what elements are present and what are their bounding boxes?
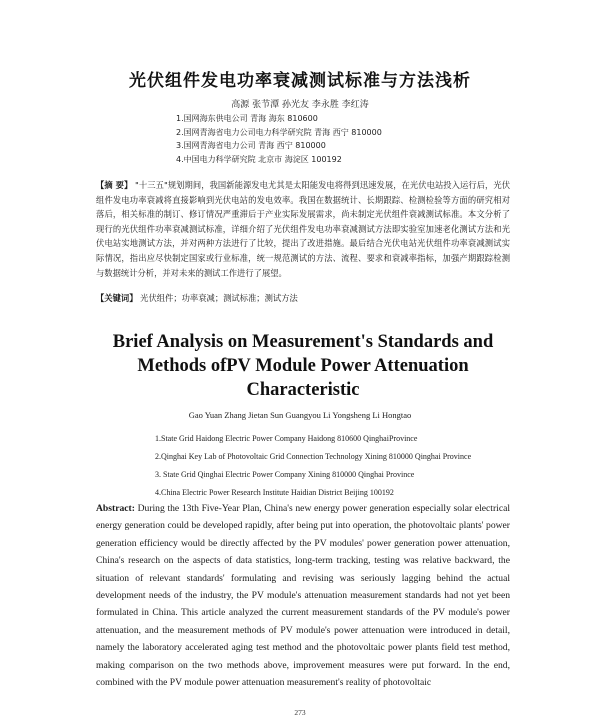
chinese-title: 光伏组件发电功率衰减测试标准与方法浅析 — [129, 71, 471, 91]
english-affiliation: 1.State Grid Haidong Electric Power Company Haidong 810600 QinghaiProvince — [155, 434, 418, 443]
chinese-keywords — [96, 292, 516, 304]
english-abstract — [96, 500, 510, 691]
chinese-keywords-label: 【关键词】 — [96, 293, 138, 303]
english-authors: Gao Yuan Zhang Jietan Sun Guangyou Li Yongsheng Li Hongtao — [188, 410, 412, 420]
chinese-abstract — [96, 178, 510, 280]
english-abstract-text: During the 13th Five-Year Plan, China's new energy power generation especially solar electrical energy generation could be developed rapidly, after being put into operation, the photovoltaic plants' power generation efficiency would be directly affected by the PV modules' power generation power attenuation, China's research on the aspects of data statistics, long-term tracking, testing was relative backward, the situation of relevant standards' formulating and revising was seriously lagging behind the actual development needs of the industry, the PV module's attenuation measurement standards had not yet been formulated in China. This article analyzed the current measurement standards of the PV module's power attenuation, and the measurement methods of PV module's power attenuation were introduced in detail, namely the laboratory accelerated aging test method and the photovoltaic power plants field test method, making comparison on the two methods above, improvement measures were put forward. In the end, combined with the PV module power attenuation measurement's reality of photovoltaic — [96, 503, 510, 689]
english-affiliation: 2.Qinghai Key Lab of Photovoltaic Grid Connection Technology Xining 810000 Qinghai Province — [155, 452, 472, 461]
english-affiliations — [155, 430, 471, 502]
chinese-affiliation: 3.国网青海省电力公司 青海 西宁 810000 — [176, 141, 326, 150]
chinese-affiliations — [176, 112, 382, 166]
chinese-abstract-label: 【摘 要】 — [96, 180, 133, 190]
chinese-affiliation: 4.中国电力科学研究院 北京市 海淀区 100192 — [176, 154, 342, 164]
english-affiliation: 3. State Grid Qinghai Electric Power Company Xining 810000 Qinghai Province — [155, 470, 415, 479]
chinese-affiliation: 1.国网海东供电公司 青海 海东 810600 — [176, 114, 318, 123]
english-abstract-label: Abstract: — [96, 503, 135, 514]
chinese-authors: 高源 张节潭 孙光友 李永胜 李红涛 — [231, 100, 369, 110]
english-affiliation: 4.China Electric Power Research Institute Haidian District Beijing 100192 — [155, 488, 394, 497]
chinese-abstract-text: "十三五"规划期间，我国新能源发电尤其是太阳能发电将得到迅速发展，在光伏电站投入运行后，光伏组件发电功率衰减将直接影响到光伏电站的发电效率。我国在数据统计、长期跟踪、检测检验等方面的研究相对落后，相关标准的制订、修订情况严重滞后于产业实际发展需求，尚未制定光伏组件衰减测试标准。本文分析了现行的光伏组件功率衰减测试标准，详细介绍了光伏组件发电功率衰减测试方法即实验室加速老化测试方法和光伏电站实地测试方法，并对两种方法进行了比较，提出了改进措施。最后结合光伏电站光伏组件功率衰减测试实际情况，指出应尽快制定国家或行业标准，统一规范测试的方法、流程、要求和衰减率指标，加强产期跟踪检测与数据统计分析，并对未来的测试工作进行了展望。 — [96, 180, 511, 278]
page-number: 273 — [294, 708, 306, 717]
chinese-keywords-text: 光伏组件；功率衰减；测试标准；测试方法 — [140, 293, 298, 303]
chinese-affiliation: 2.国网青海省电力公司电力科学研究院 青海 西宁 810000 — [176, 127, 382, 137]
english-title: Brief Analysis on Measurement's Standards and Methods ofPV Module Power Attenuation Characteristic — [112, 332, 494, 400]
